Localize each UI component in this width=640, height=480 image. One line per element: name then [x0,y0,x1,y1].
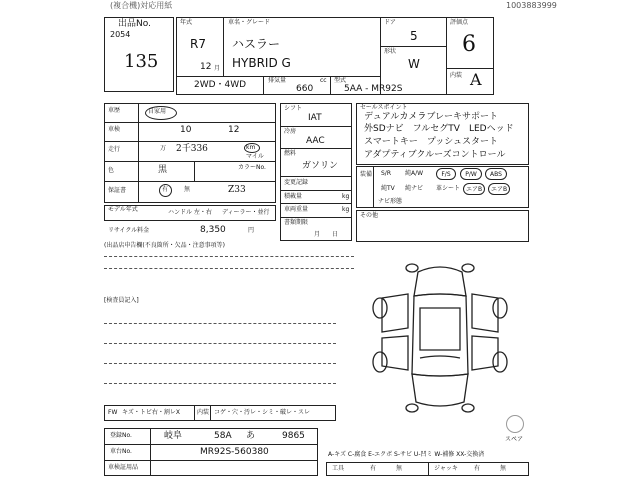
category-value: 自家用 [148,108,167,115]
spare-tire-icon [506,415,524,433]
shape-value: W [408,57,420,71]
jack-yes: 有 [474,465,481,472]
fw-text: キズ・トビ右・割レX [122,409,180,416]
door-value: 5 [410,29,418,43]
disp-label: 排気量 [268,77,287,84]
equip-tv: 純TV [381,185,395,192]
reg-region: 岐阜 [164,431,183,441]
damage-legend: A-キズ C-腐食 E-エクボ S-サビ U-凹ミ W-補修 XX-交換済 [328,451,485,458]
reg-class: 58A [214,431,232,441]
inspector-label: [検査員記入] [104,297,139,304]
mile-unit: マイル [246,153,264,160]
door-label: ドア [384,19,396,26]
lot-sub: 2054 [110,30,131,39]
equip-navi: 純ナビ [405,185,424,192]
equip-aw: 純A/W [405,170,424,177]
inspection-month: 12 [228,125,240,135]
change-label: 変更記録 [284,179,309,186]
tools-yes: 有 [370,465,377,472]
equip-airbag2: エアB [488,183,510,195]
model-year-label: モデル年式 [108,206,138,213]
chassis-label: 車台No. [110,448,132,455]
sales-line: アダプティブクルーズコントロール [364,150,506,160]
color-no-label: カラーNo. [238,164,266,171]
jack-no: 無 [500,465,507,472]
warranty-yes: 有 [162,186,169,193]
month-value: 12 [200,62,212,72]
inspection-year: 10 [180,125,192,135]
doc-day: 月 日 [314,231,339,238]
equip-fs: F/S [436,168,456,180]
mileage-label: 走行 [108,146,121,153]
car-diagram [360,258,520,418]
sales-line: 外SDナビ フルセグTV LEDヘッド [364,124,514,134]
other-label: その他 [360,212,379,219]
reg-plate: 9865 [282,431,305,441]
doc-label: 書類期限 [284,219,309,226]
dealer-label: ディーラー・並行 [222,209,270,216]
ac-label: 冷房 [284,128,297,135]
color-no-value: Z33 [228,185,246,195]
recycle-fee: 8,350 [200,225,226,235]
color-value: 黒 [158,165,168,175]
handle-label: ハンドル 左・右 [168,209,212,216]
header-top-text: (複合機)対応用紙 [110,1,173,10]
weight-kg: kg [342,206,350,213]
fuel-label: 燃料 [284,150,297,157]
displacement: 660 [296,84,314,94]
tools-no: 無 [396,465,403,472]
spare-label: スペア [505,436,524,443]
lot-number: 135 [124,51,159,72]
equip-pw: P/W [460,168,482,180]
warranty-label: 保証書 [108,187,127,194]
lot-label: 出品No. [118,19,151,29]
yen-unit: 円 [248,227,255,234]
reg-kana: あ [246,431,256,441]
capacity-label: 積載量 [284,193,303,200]
notes-label: (出品店申告欄(不良箇所・欠品・注意事項等) [104,242,226,249]
fw-label: FW [108,409,118,416]
km-unit: km [246,144,256,151]
year-value: R7 [190,37,206,51]
shape-label: 形状 [384,48,397,55]
warranty-no: 無 [184,186,191,193]
equipment-label: 装備 [360,171,373,178]
body-text: コゲ・穴・汚レ・シミ・破レ・スレ [214,409,311,416]
reg-label: 登録No. [110,432,132,439]
equip-seat: 革シート [436,185,461,192]
vehicle-name: ハスラー [232,37,281,51]
model-code: 5AA - MR92S [344,84,403,94]
mileage-value: 2千336 [176,144,208,154]
year-label: 年式 [180,19,193,26]
equip-sr: S/R [381,170,391,177]
equip-airbag: エアB [463,183,485,195]
vehicle-grade: HYBRID G [232,56,291,70]
drive-type: 2WD・4WD [194,80,247,90]
fuel-value: ガソリン [302,161,339,171]
body-label: 内装 [197,409,210,416]
equip-abs: ABS [485,168,507,180]
capacity-kg: kg [342,193,350,200]
mileage-man: 万 [160,145,167,152]
inspection-label: 車検 [108,126,121,133]
jack-label: ジャッキ [434,465,458,472]
score-label: 評価点 [450,19,469,26]
weight-label: 車両重量 [284,206,309,213]
cc-unit: cc [320,77,327,84]
score-value: 6 [462,32,476,57]
model-label: 型式 [334,77,347,84]
interior-label: 内装 [450,72,463,79]
other-box [356,210,529,242]
tools-label: 工具 [332,465,345,472]
recycle-label: リサイクル料金 [108,227,150,234]
sales-line: スマートキー プッシュスタート [364,137,499,147]
header-serial: 1003883999 [506,1,557,10]
category-label: 車歴 [108,107,121,114]
shift-label: シフト [284,105,303,112]
color-label: 色 [108,167,115,174]
chassis-value: MR92S-560380 [200,447,269,457]
cert-label: 車検証用品 [108,464,139,471]
name-label: 車名・グレード [228,19,271,26]
ac-value: AAC [306,136,325,146]
shift-value: IAT [308,113,322,123]
month-unit: 月 [214,65,221,72]
sales-label: セールスポイント [360,104,408,111]
interior-value: A [470,70,482,89]
sales-line: デュアルカメラブレーキサポート [364,112,499,122]
navi-type: ナビ形態 [378,198,403,205]
